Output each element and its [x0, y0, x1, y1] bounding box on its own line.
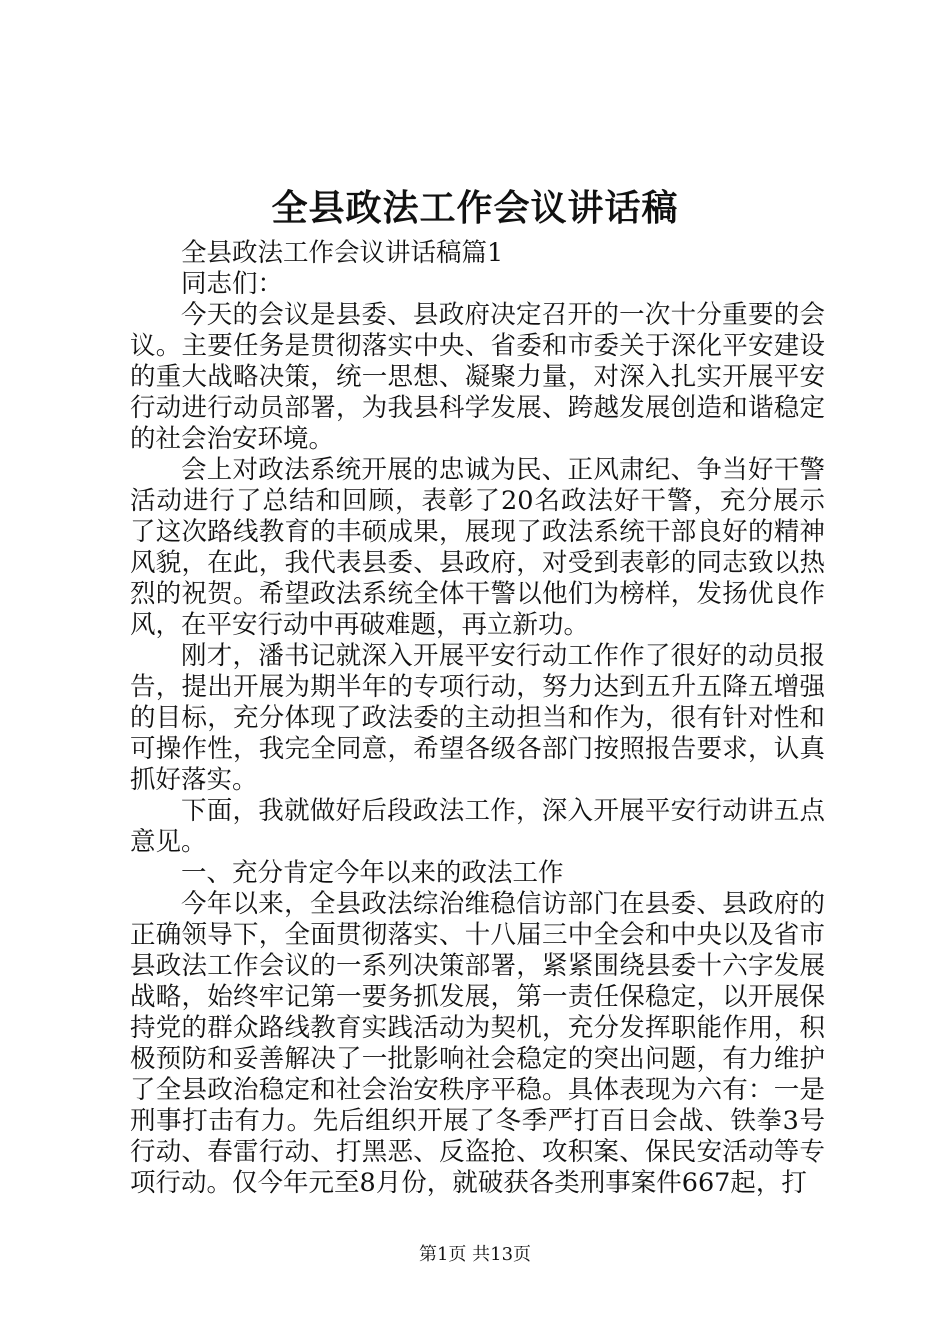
- paragraph-4: 下面，我就做好后段政法工作，深入开展平安行动讲五点意见。: [130, 796, 825, 857]
- paragraph-2: 会上对政法系统开展的忠诚为民、正风肃纪、争当好干警活动进行了总结和回顾，表彰了20名政法好干警，充分展示了这次路线教育的丰硕成果，展现了政法系统干部良好的精神风貌，在此，我代表县委、县政府，对受到表彰的同志致以热烈的祝贺。希望政法系统全体干警以他们为榜样，发扬优良作风，在平安行动中再破难题，再立新功。: [130, 455, 825, 640]
- salutation: 同志们：: [181, 269, 284, 299]
- paragraph-1: 今天的会议是县委、县政府决定召开的一次十分重要的会议。主要任务是贯彻落实中央、省委和市委关于深化平安建设的重大战略决策，统一思想、凝聚力量，对深入扎实开展平安行动进行动员部署，为我县科学发展、跨越发展创造和谐稳定的社会治安环境。: [130, 300, 825, 454]
- document-title: 全县政法工作会议讲话稿: [271, 187, 679, 229]
- page-footer: 第1页 共13页: [418, 1244, 532, 1265]
- section-paragraph: 今年以来，全县政法综治维稳信访部门在县委、县政府的正确领导下，全面贯彻落实、十八届三中全会和中央以及省市县政法工作会议的一系列决策部署，紧紧围绕县委十六字发展战略，始终牢记第一要务抓发展，第一责任保稳定，以开展保持党的群众路线教育实践活动为契机，充分发挥职能作用，积极预防和妥善解决了一批影响社会稳定的突出问题，有力维护了全县政治稳定和社会治安秩序平稳。具体表现为六有：一是刑事打击有力。先后组织开展了冬季严打百日会战、铁拳3号行动、春雷行动、打黑恶、反盗抢、攻积案、保民安活动等专项行动。仅今年元至8月份，就破获各类刑事案件667起，打: [130, 889, 825, 1198]
- section-heading: 一、充分肯定今年以来的政法工作: [181, 858, 564, 888]
- paragraph-3: 刚才，潘书记就深入开展平安行动工作作了很好的动员报告，提出开展为期半年的专项行动，努力达到五升五降五增强的目标，充分体现了政法委的主动担当和作为，很有针对性和可操作性，我完全同意，希望各级各部门按照报告要求，认真抓好落实。: [130, 641, 825, 795]
- subtitle-line: 全县政法工作会议讲话稿篇1: [181, 238, 504, 268]
- document-body: [130, 238, 825, 1199]
